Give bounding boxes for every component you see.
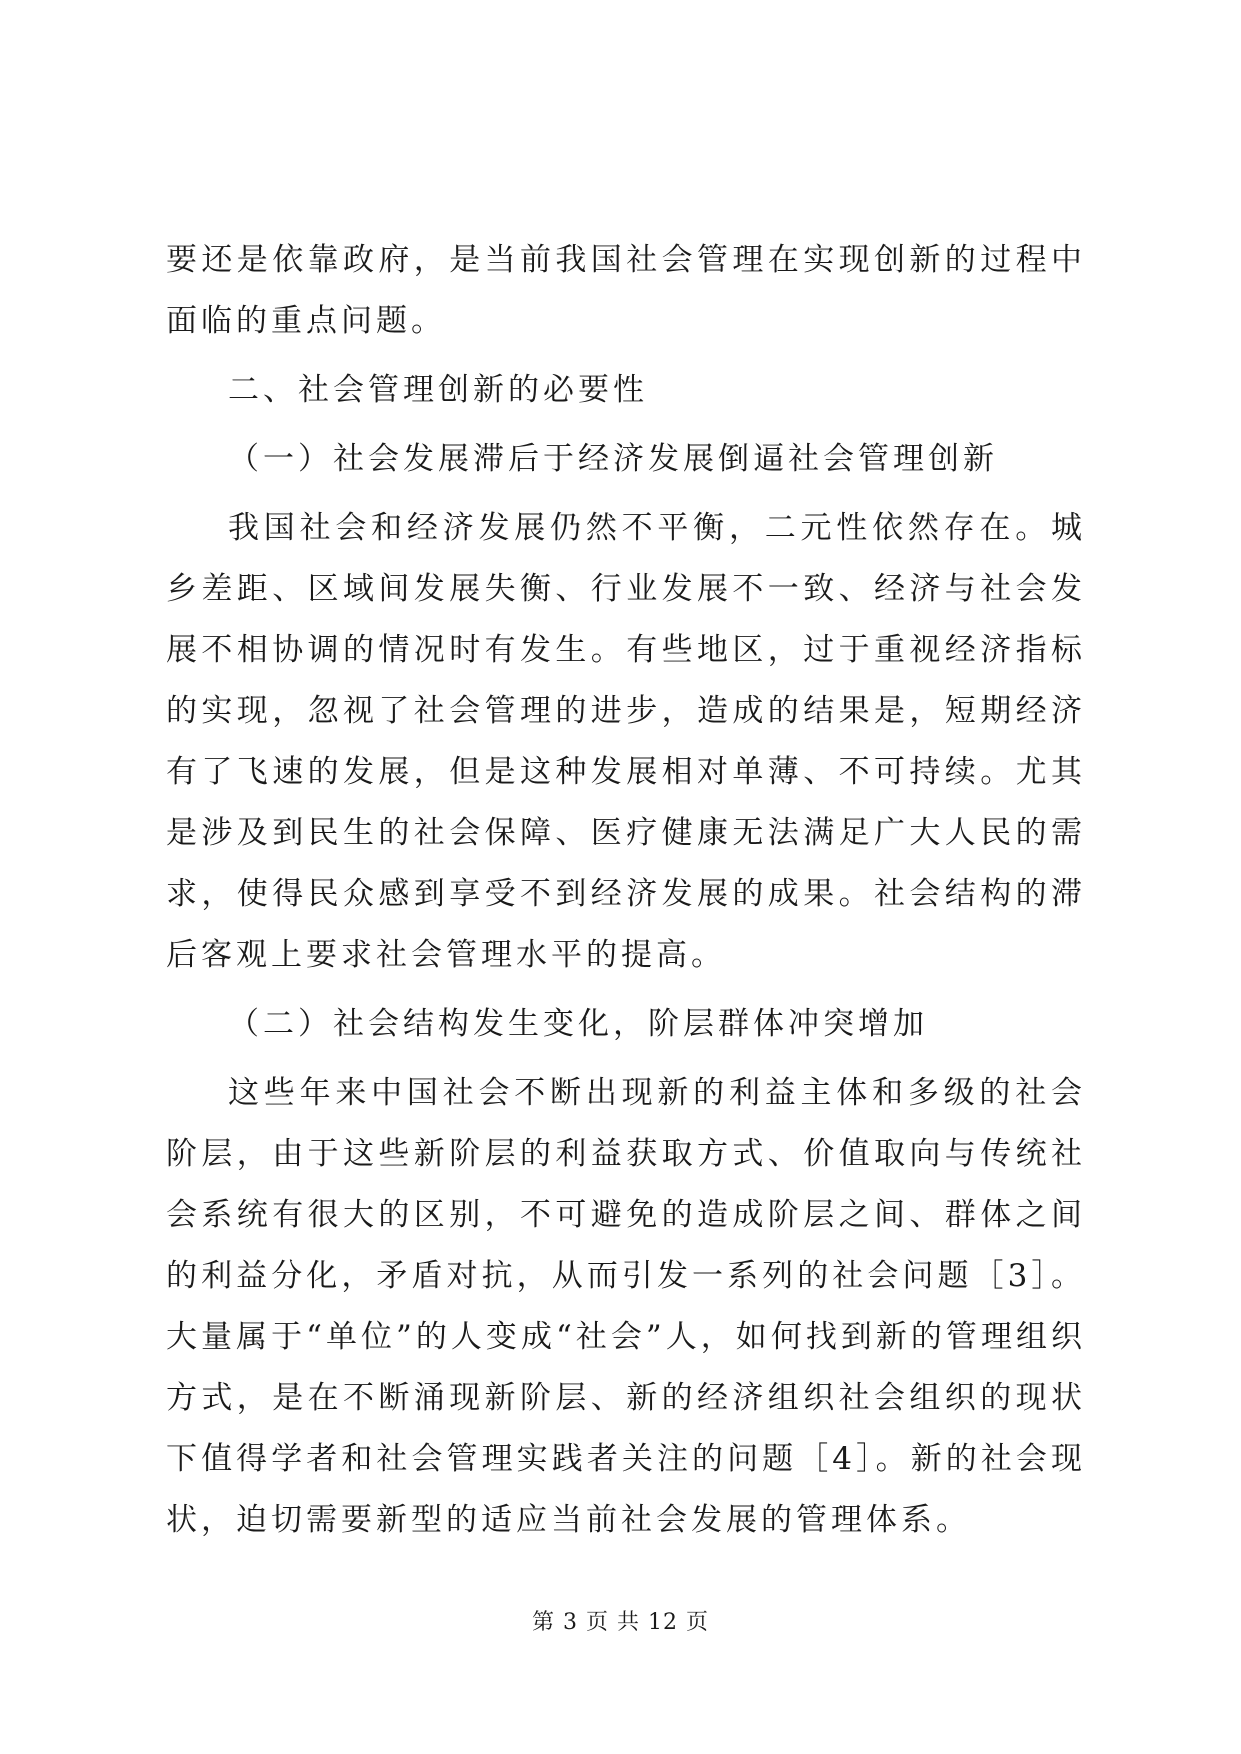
page-number-footer: 第 3 页 共 12 页 bbox=[532, 1610, 709, 1635]
subsection-heading-2: （二）社会结构发生变化，阶层群体冲突增加 bbox=[228, 1006, 928, 1042]
body-paragraph-1: 我国社会和经济发展仍然不平衡，二元性依然存在。城乡差距、区域间发展失衡、行业发展不一致、经济与社会发展不相协调的情况时有发生。有些地区，过于重视经济指标的实现，忽视了社会管理的进步，造成的结果是，短期经济有了飞速的发展，但是这种发展相对单薄、不可持续。尤其是涉及到民生的社会保障、医疗健康无法满足广大人民的需求，使得民众感到享受不到经济发展的成果。社会结构的滞后客观上要求社会管理水平的提高。 bbox=[166, 510, 1086, 973]
subsection-heading-1: （一）社会发展滞后于经济发展倒逼社会管理创新 bbox=[228, 441, 998, 477]
paragraph-continuation: 要还是依靠政府，是当前我国社会管理在实现创新的过程中面临的重点问题。 bbox=[166, 242, 1086, 339]
document-body bbox=[166, 230, 1086, 1559]
body-paragraph-2: 这些年来中国社会不断出现新的利益主体和多级的社会阶层，由于这些新阶层的利益获取方式、价值取向与传统社会系统有很大的区别，不可避免的造成阶层之间、群体之间的利益分化，矛盾对抗，从而引发一系列的社会问题［3］。大量属于“单位”的人变成“社会”人，如何找到新的管理组织方式，是在不断涌现新阶层、新的经济组织社会组织的现状下值得学者和社会管理实践者关注的问题［4］。新的社会现状，迫切需要新型的适应当前社会发展的管理体系。 bbox=[166, 1075, 1086, 1538]
section-heading: 二、社会管理创新的必要性 bbox=[228, 372, 648, 408]
